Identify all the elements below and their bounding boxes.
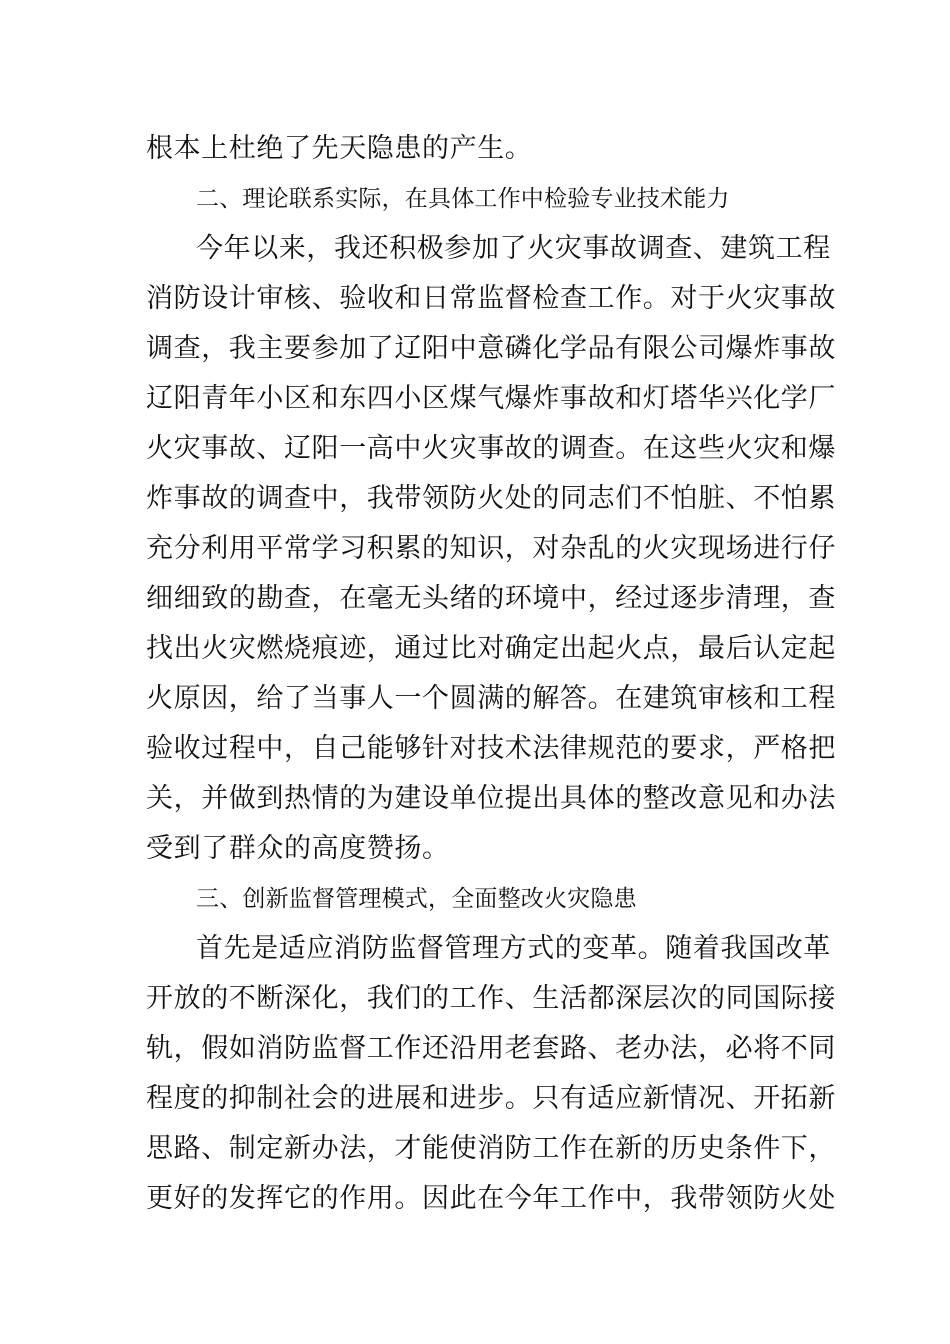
paragraph-line: 开放的不断深化，我们的工作、生活都深层次的同国际接	[146, 983, 836, 1014]
paragraph-line: 火原因，给了当事人一个圆满的解答。在建筑审核和工程	[146, 683, 836, 714]
paragraph-line: 找出火灾燃烧痕迹，通过比对确定出起火点，最后认定起	[146, 633, 836, 664]
paragraph-line: 细细致的勘查，在毫无头绪的环境中，经过逐步清理，查	[146, 583, 836, 614]
paragraph-line: 今年以来，我还积极参加了火灾事故调查、建筑工程	[196, 233, 831, 264]
paragraph-line: 炸事故的调查中，我带领防火处的同志们不怕脏、不怕累	[146, 483, 836, 514]
section-heading: 三、创新监督管理模式，全面整改火灾隐患	[196, 886, 637, 912]
paragraph-line: 受到了群众的高度赞扬。	[146, 833, 450, 864]
paragraph-line: 更好的发挥它的作用。因此在今年工作中，我带领防火处	[146, 1183, 836, 1214]
paragraph-line: 调查，我主要参加了辽阳中意磷化学品有限公司爆炸事故	[146, 333, 836, 364]
paragraph-line: 验收过程中，自己能够针对技术法律规范的要求，严格把	[146, 733, 836, 764]
paragraph-line: 消防设计审核、验收和日常监督检查工作。对于火灾事故	[146, 283, 836, 314]
paragraph-line: 思路、制定新办法，才能使消防工作在新的历史条件下，	[146, 1133, 836, 1164]
paragraph-line: 轨，假如消防监督工作还沿用老套路、老办法，必将不同	[146, 1033, 836, 1064]
paragraph-line: 根本上杜绝了先天隐患的产生。	[146, 133, 533, 164]
paragraph-line: 充分利用平常学习积累的知识，对杂乱的火灾现场进行仔	[146, 533, 836, 564]
paragraph-line: 程度的抑制社会的进展和进步。只有适应新情况、开拓新	[146, 1083, 836, 1114]
section-heading: 二、理论联系实际，在具体工作中检验专业技术能力	[196, 186, 730, 212]
paragraph-line: 火灾事故、辽阳一高中火灾事故的调查。在这些火灾和爆	[146, 433, 836, 464]
paragraph-line: 辽阳青年小区和东四小区煤气爆炸事故和灯塔华兴化学厂	[146, 383, 836, 414]
paragraph-line: 首先是适应消防监督管理方式的变革。随着我国改革	[196, 933, 831, 964]
paragraph-line: 关，并做到热情的为建设单位提出具体的整改意见和办法	[146, 783, 836, 814]
